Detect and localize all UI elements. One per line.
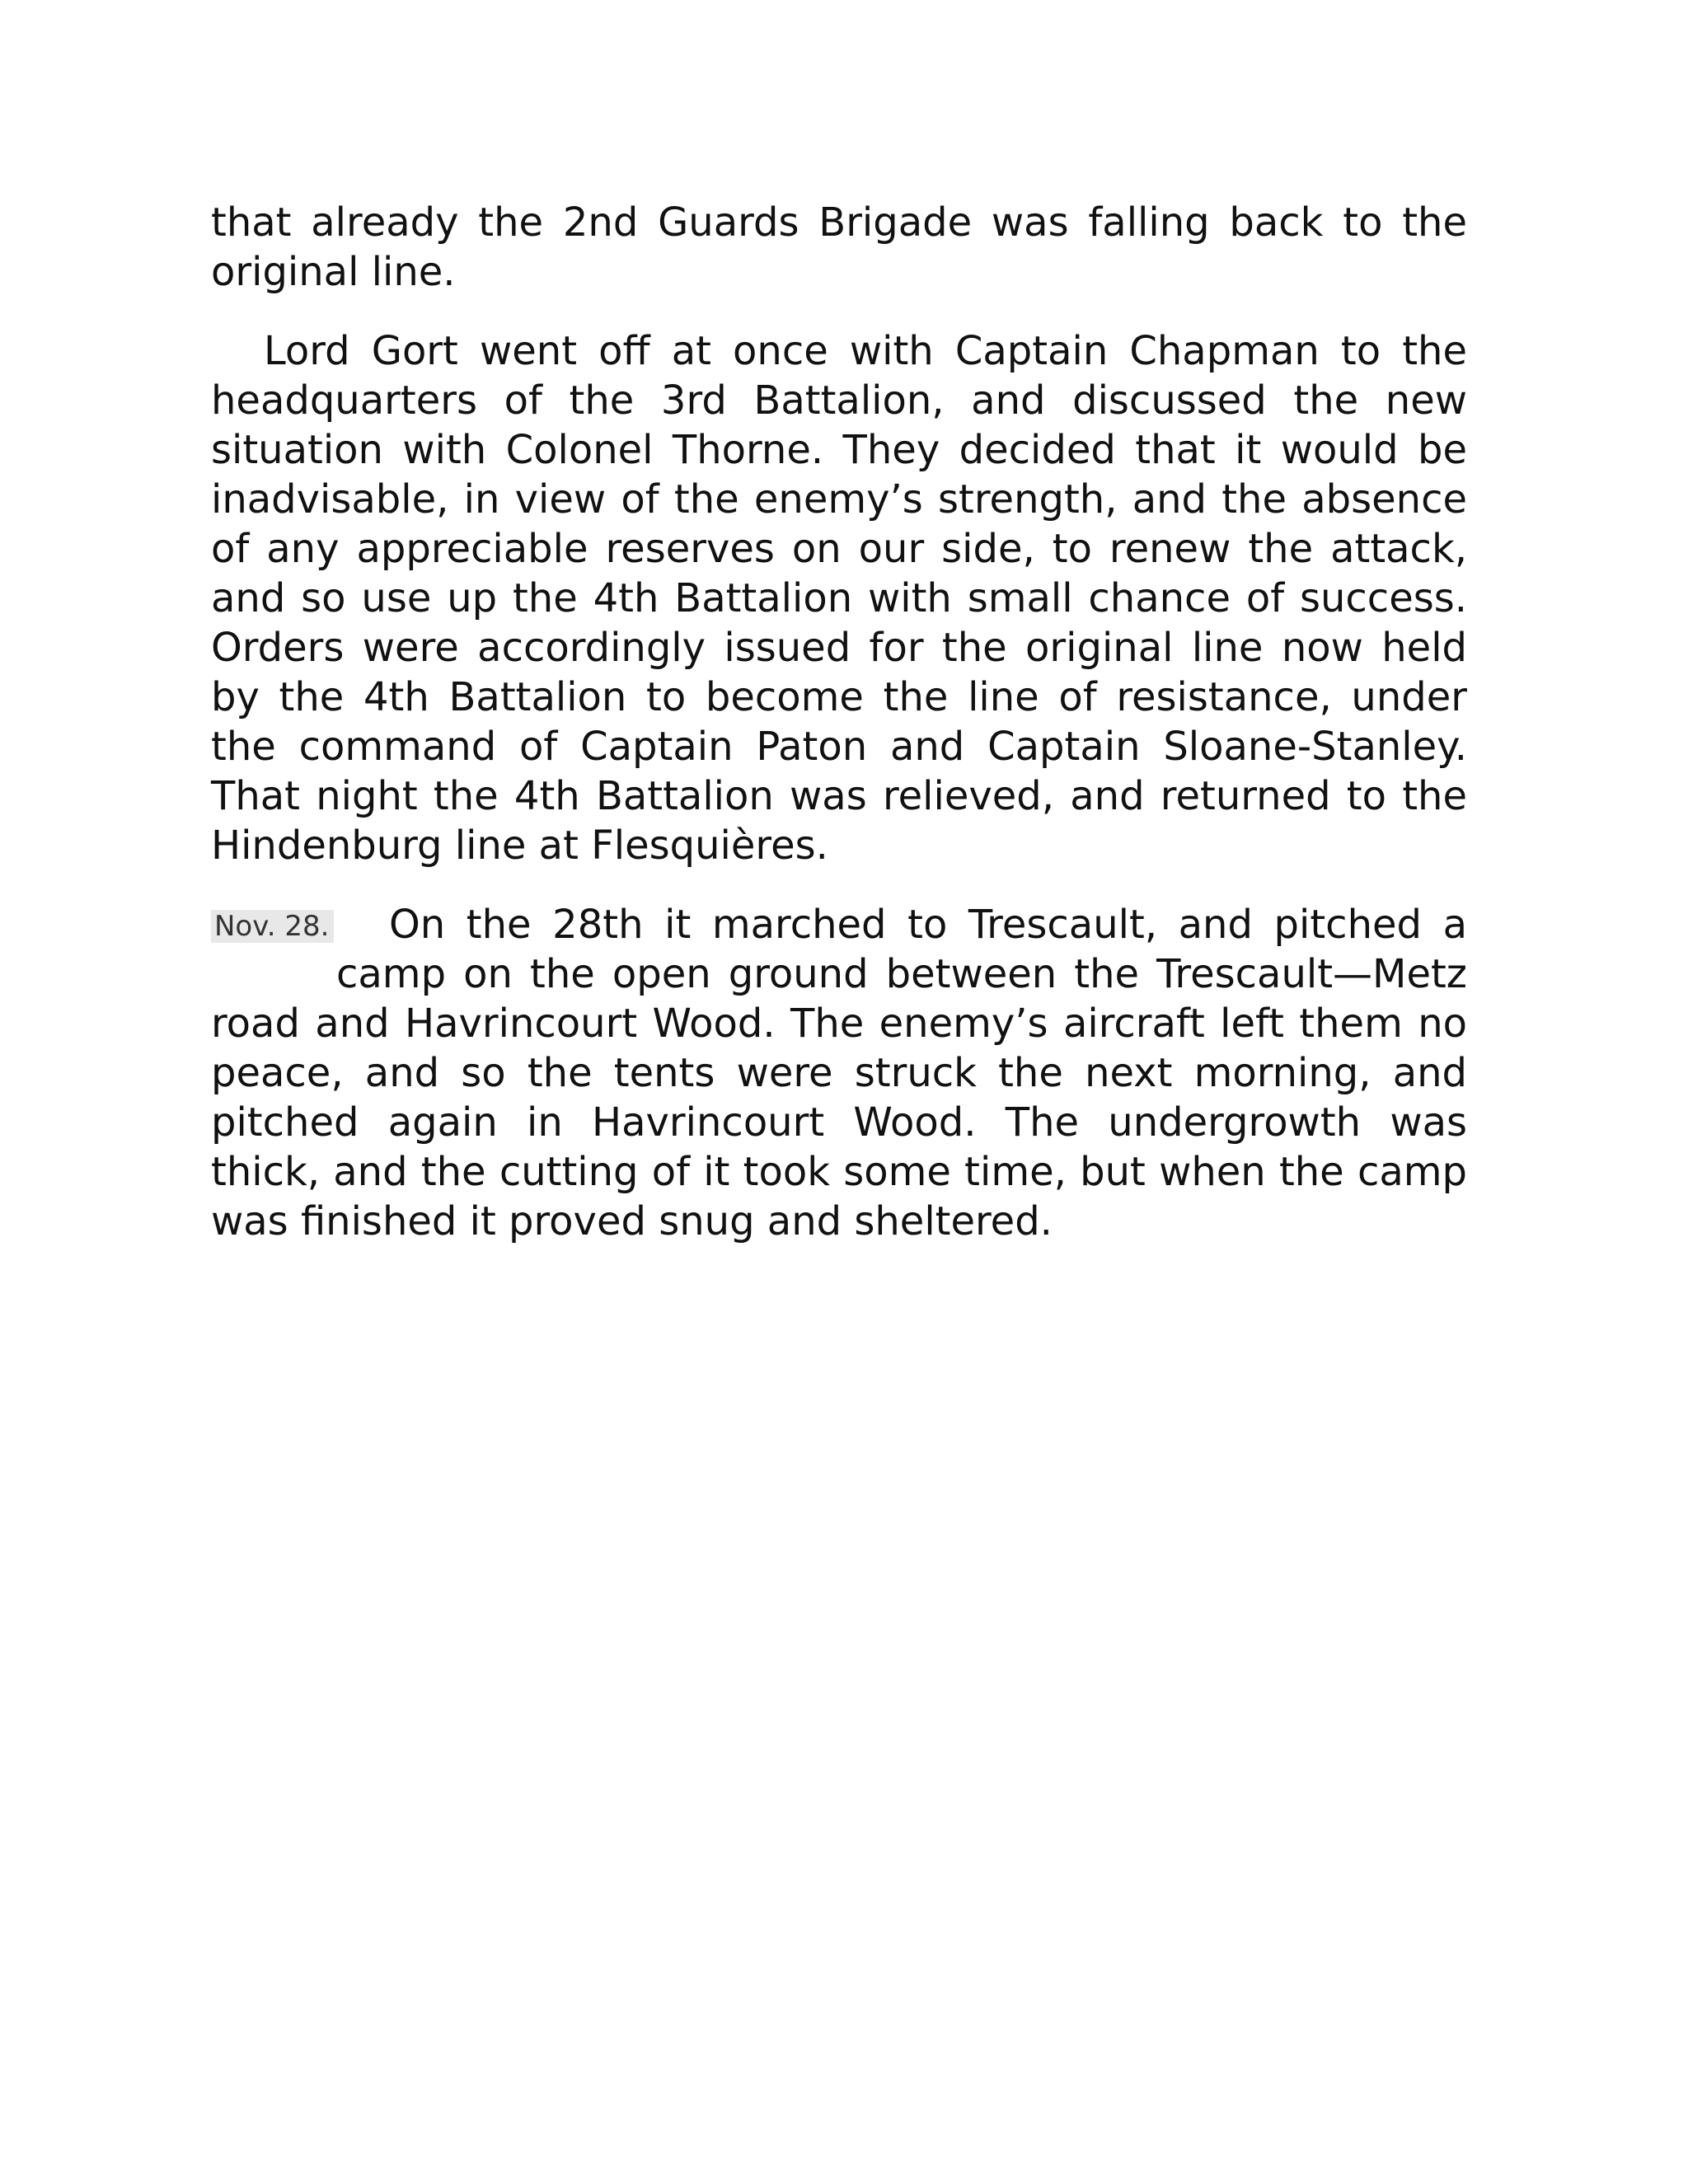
- body-text: [211, 198, 1467, 1246]
- paragraph-continuation: that already the 2nd Guards Brigade was falling back to the original line.: [211, 199, 1467, 295]
- paragraph-nov-28: [211, 900, 1467, 1246]
- paragraph-nov-28-text: On the 28th it marched to Trescault, and pitched a camp on the open ground between the Trescault—Metz road and Havrincourt Wood. The enemy’s aircraft left them no peace, and so the tents were struck the next morning, and pitched again in Havrincourt Wood. The undergrowth was thick, and the cutting of it took some time, but when the camp was finished it proved snug and sheltered.: [211, 902, 1467, 1244]
- margin-date-note: Nov. 28.: [211, 910, 334, 943]
- paragraph-lord-gort: Lord Gort went off at once with Captain Chapman to the headquarters of the 3rd Battalion, and discussed the new situation with Colonel Thorne. They decided that it would be inadvisable, in view of the enemy’s strength, and the absence of any appreciable reserves on our side, to renew the attack, and so use up the 4th Battalion with small chance of success. Orders were accordingly issued for the original line now held by the 4th Battalion to become the line of resistance, under the command of Captain Paton and Captain Sloane-Stanley. That night the 4th Battalion was relieved, and returned to the Hindenburg line at Flesquières.: [211, 328, 1467, 869]
